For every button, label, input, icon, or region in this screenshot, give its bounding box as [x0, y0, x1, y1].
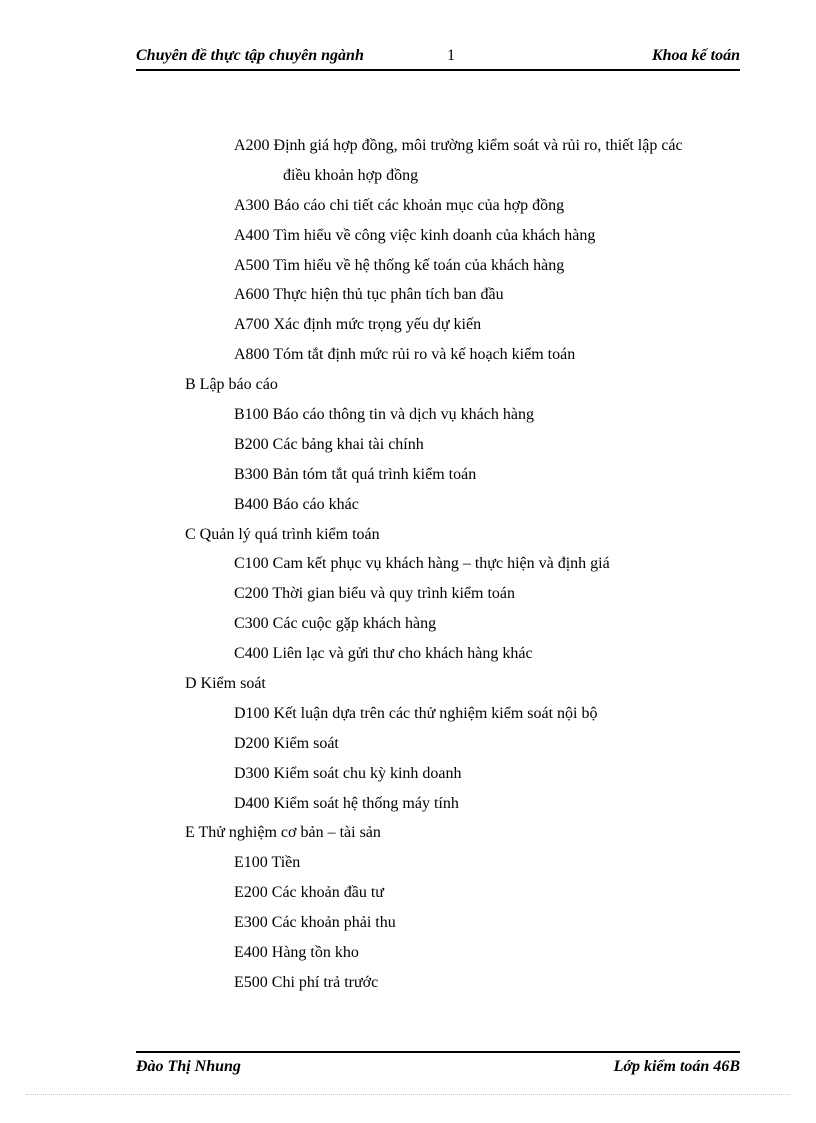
page-bottom-divider: [26, 1094, 790, 1095]
list-item: A200 Định giá hợp đồng, môi trường kiểm soát và rủi ro, thiết lập các: [234, 137, 683, 154]
list-item: B400 Báo cáo khác: [234, 495, 359, 513]
header-course-title: Chuyên đề thực tập chuyên ngành: [136, 47, 364, 64]
section-heading: B Lập báo cáo: [185, 376, 278, 394]
list-item: D100 Kết luận dựa trên các thử nghiệm kiểm soát nội bộ: [234, 704, 598, 722]
page-footer: [136, 1051, 740, 1079]
list-item: C200 Thời gian biểu và quy trình kiểm toán: [234, 585, 516, 603]
list-item: A300 Báo cáo chi tiết các khoản mục của hợp đồng: [234, 196, 565, 214]
list-item: A500 Tìm hiểu về hệ thống kế toán của khách hàng: [234, 256, 565, 274]
section-heading: C Quản lý quá trình kiểm toán: [185, 525, 380, 543]
list-item: D400 Kiểm soát hệ thống máy tính: [234, 794, 459, 812]
footer-author: Đào Thị Nhung: [136, 1058, 241, 1075]
list-item: E300 Các khoản phải thu: [234, 914, 396, 932]
list-item: C400 Liên lạc và gửi thư cho khách hàng khác: [234, 645, 533, 663]
list-item: E100 Tiền: [234, 854, 301, 872]
list-item: C300 Các cuộc gặp khách hàng: [234, 615, 437, 633]
section-heading: D Kiểm soát: [185, 675, 266, 693]
header-faculty: Khoa kế toán: [651, 47, 740, 64]
list-item-continuation: điều khoản hợp đồng: [283, 166, 419, 184]
page-number: 1: [447, 47, 455, 64]
list-item: E200 Các khoản đầu tư: [234, 884, 384, 902]
list-item: A700 Xác định mức trọng yếu dự kiến: [234, 316, 482, 334]
list-item: A400 Tìm hiểu về công việc kinh doanh của khách hàng: [234, 226, 596, 244]
page-header: [136, 47, 740, 71]
section-heading: E Thử nghiệm cơ bản – tài sản: [185, 824, 381, 842]
list-item: B100 Báo cáo thông tin và dịch vụ khách hàng: [234, 406, 534, 424]
list-item: A800 Tóm tắt định mức rủi ro và kế hoạch kiểm toán: [234, 346, 576, 364]
list-item: B200 Các bảng khai tài chính: [234, 435, 424, 453]
list-item: E400 Hàng tồn kho: [234, 944, 359, 962]
list-item: D300 Kiểm soát chu kỳ kinh doanh: [234, 764, 462, 782]
list-item: A600 Thực hiện thủ tục phân tích ban đầu: [234, 286, 504, 304]
list-item: E500 Chi phí trả trước: [234, 973, 379, 991]
list-item: D200 Kiểm soát: [234, 734, 339, 752]
list-item: C100 Cam kết phục vụ khách hàng – thực hiện và định giá: [234, 555, 610, 573]
document-body: [0, 131, 816, 998]
footer-class: Lớp kiểm toán 46B: [613, 1058, 740, 1075]
list-item: B300 Bản tóm tắt quá trình kiểm toán: [234, 465, 477, 483]
